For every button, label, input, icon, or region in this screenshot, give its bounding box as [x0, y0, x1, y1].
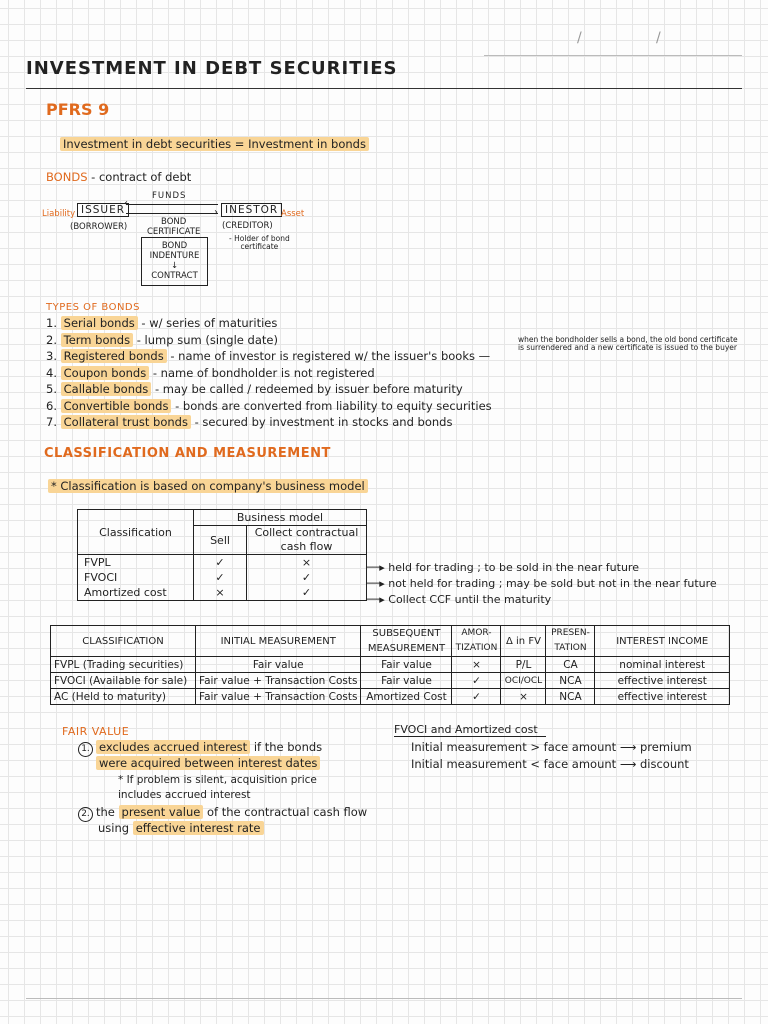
bond-types-list [46, 316, 492, 432]
table-header: Collect contractual cash flow [247, 526, 367, 555]
table-row: AC (Held to maturity) Fair value + Transaction Costs Amortized Cost ✓ × NCA effective interest [51, 689, 730, 705]
measurement-table [50, 625, 730, 705]
list-item: 6. Convertible bonds - bonds are converted from liability to equity securities [46, 398, 492, 413]
business-model-table [77, 509, 367, 601]
table-header: Classification [78, 510, 194, 555]
fair-value-note: * If problem is silent, acquisition price includes accrued interest [118, 774, 317, 801]
liability-label: Liability [42, 209, 76, 219]
fair-value-item-2: 2. the present value of the contractual cash flow [78, 805, 367, 822]
premium-line: Initial measurement > face amount ⟶ premium [411, 740, 692, 754]
list-item: 7. Collateral trust bonds - secured by investment in stocks and bonds [46, 415, 453, 429]
page-title: INVESTMENT IN DEBT SECURITIES [26, 58, 398, 79]
table-header: CLASSIFICATION [51, 626, 196, 657]
arrow-right-icon: ⟶ [619, 757, 637, 771]
bond-certificate-label: BOND CERTIFICATE [147, 217, 201, 237]
classification-note: * Classification is based on company's business model [48, 479, 368, 493]
table-row: Amortized cost × ✓ [78, 585, 367, 601]
page-bottom-border [26, 998, 742, 999]
list-item: 2. Term bonds - lump sum (single date) [46, 332, 278, 347]
fair-value-heading: FAIR VALUE [62, 725, 130, 738]
asset-label: Asset [281, 209, 305, 219]
table-header: PRESEN-TATION [546, 626, 595, 657]
issuer-box: ISSUER [77, 203, 129, 217]
funds-arrow [126, 204, 218, 205]
discount-line: Initial measurement < face amount ⟶ discount [411, 757, 689, 771]
fvpl-note: ──▸ held for trading ; to be sold in the near future [366, 561, 639, 574]
pfrs-heading: PFRS 9 [46, 100, 110, 119]
ac-note: ──▸ Collect CCF until the maturity [366, 593, 552, 606]
number-badge: 1. [78, 742, 93, 757]
arrow-right-icon: ──▸ [366, 561, 389, 574]
indenture-label: BOND INDENTURE ↓ CONTRACT [149, 241, 200, 281]
fvoci-ac-heading: FVOCI and Amortized cost [394, 723, 546, 737]
table-header: Business model [194, 510, 367, 526]
arrow-right-icon: ──▸ [366, 577, 389, 590]
creditor-label: (CREDITOR) [222, 221, 273, 231]
list-item: 1. Serial bonds - w/ series of maturities [46, 316, 278, 330]
funds-label: FUNDS [152, 191, 187, 201]
holder-note: - Holder of bond certificate [229, 234, 290, 251]
date-separator: / [656, 30, 661, 46]
arrow-right-icon: ──▸ [366, 593, 389, 606]
table-row: FVPL (Trading securities) Fair value Fair value × P/L CA nominal interest [51, 657, 730, 673]
table-row: FVPL ✓ × [78, 555, 367, 571]
table-row: FVOCI (Available for sale) Fair value + Transaction Costs Fair value ✓ OCI/OCL NCA effective interest [51, 673, 730, 689]
fair-value-item-1: 1. excludes accrued interest if the bonds [78, 740, 322, 757]
date-line [484, 54, 742, 56]
arrow-right-icon: › [214, 207, 218, 218]
bonds-desc: - contract of debt [91, 170, 192, 184]
table-row: FVOCI ✓ ✓ [78, 570, 367, 585]
fair-value-item-1-cont: were acquired between interest dates [96, 756, 320, 770]
title-divider [26, 88, 742, 89]
borrower-label: (BORROWER) [70, 222, 128, 232]
table-header: INTEREST INCOME [595, 626, 730, 657]
arrow-right-icon: ⟶ [619, 740, 637, 754]
arrow-left-icon: ‹ [124, 198, 128, 209]
number-badge: 2. [78, 807, 93, 822]
table-header: Δ in FV [501, 626, 546, 657]
investor-box: INESTOR [221, 203, 282, 217]
types-heading: TYPES OF BONDS [46, 302, 140, 313]
certificate-arrow [126, 213, 218, 214]
indenture-box [141, 237, 208, 286]
classification-heading: CLASSIFICATION AND MEASUREMENT [44, 446, 331, 461]
registered-side-note: when the bondholder sells a bond, the old bond certificate is surrendered and a new certificate is issued to the buyer [518, 335, 738, 352]
list-item: 3. Registered bonds - name of investor is registered w/ the issuer's books — [46, 349, 491, 363]
bonds-definition [46, 170, 191, 184]
fair-value-item-2-cont: using effective interest rate [98, 821, 264, 835]
fvoci-note: ──▸ not held for trading ; may be sold but not in the near future [366, 577, 717, 590]
table-header: SUBSEQUENT MEASUREMENT [361, 626, 452, 657]
list-item: 5. Callable bonds - may be called / redeemed by issuer before maturity [46, 382, 463, 396]
bonds-term: BONDS [46, 170, 88, 184]
table-header: INITIAL MEASUREMENT [196, 626, 361, 657]
table-header: Sell [194, 526, 247, 555]
list-item: 4. Coupon bonds - name of bondholder is not registered [46, 365, 375, 380]
definition-highlight: Investment in debt securities = Investment in bonds [60, 137, 369, 151]
date-separator: / [577, 30, 582, 46]
table-header: AMOR-TIZATION [452, 626, 501, 657]
